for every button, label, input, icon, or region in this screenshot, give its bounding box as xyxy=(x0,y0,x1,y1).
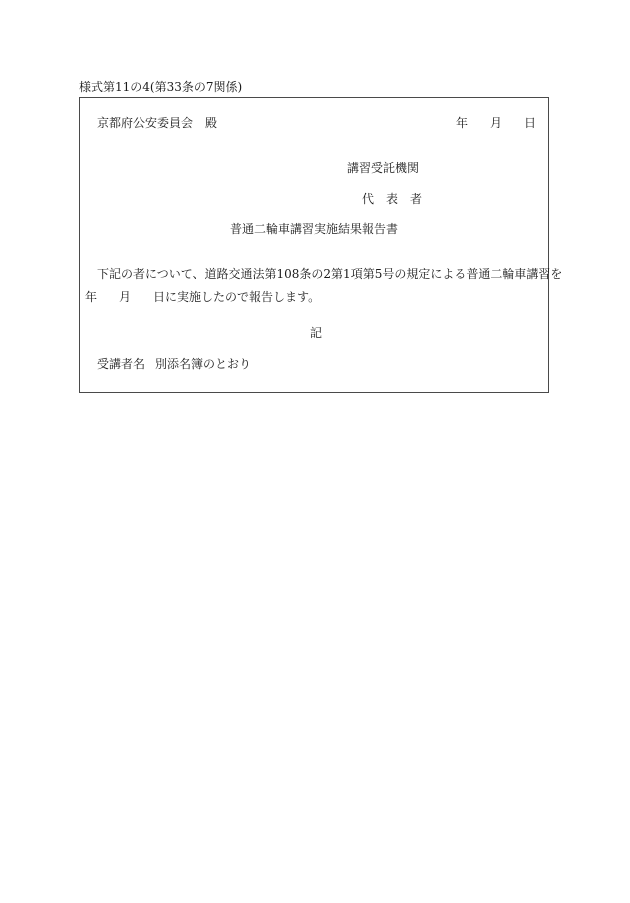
form-label: 様式第11の4(第33条の7関係) xyxy=(79,80,243,94)
ki-heading: 記 xyxy=(309,326,322,340)
attendees-label: 受講者名 xyxy=(97,357,146,371)
date-year: 年 xyxy=(455,116,468,130)
date-day: 日 xyxy=(523,116,536,130)
body-line-1: 下記の者について、道路交通法第108条の2第1項第5号の規定による普通二輪車講習を xyxy=(97,267,563,281)
body-rest: 日に実施したので報告します。 xyxy=(153,290,321,304)
date-month: 月 xyxy=(489,116,502,130)
date-line xyxy=(456,116,536,130)
representative: 代 表 者 xyxy=(362,192,423,206)
body-month: 月 xyxy=(119,290,132,304)
body-year: 年 xyxy=(85,290,98,304)
attendees-value: 別添名簿のとおり xyxy=(155,357,252,371)
body-line-2 xyxy=(85,290,320,304)
document-title: 普通二輪車講習実施結果報告書 xyxy=(229,222,398,236)
organization: 講習受託機関 xyxy=(347,161,420,175)
attendees-line xyxy=(97,357,251,371)
report-frame xyxy=(79,97,563,393)
addressee: 京都府公安委員会 殿 xyxy=(97,116,218,130)
